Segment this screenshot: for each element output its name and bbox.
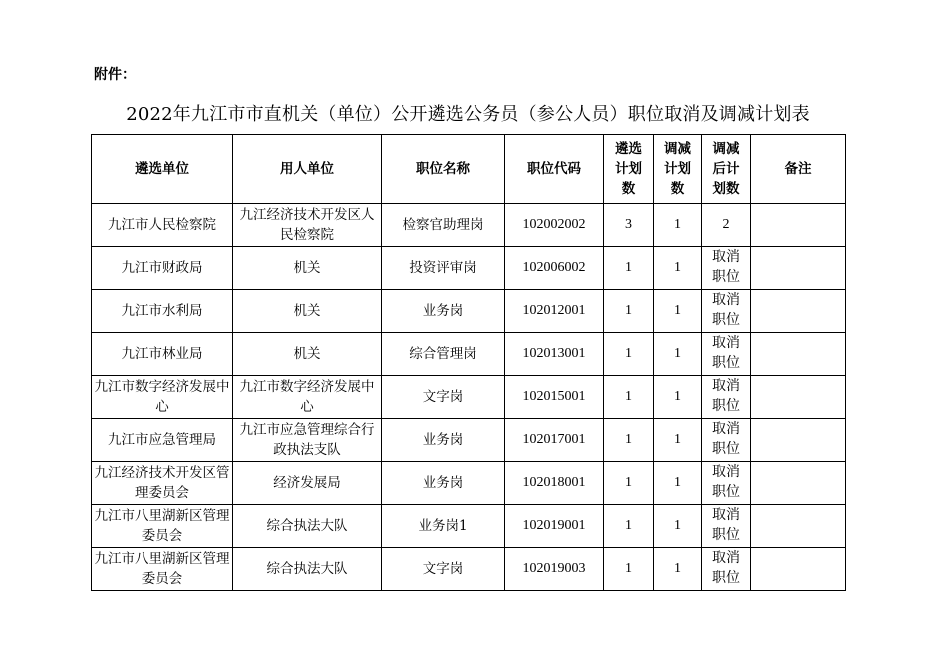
cell-position-name: 检察官助理岗 — [382, 204, 505, 247]
cell-employ-unit: 九江市数字经济发展中心 — [233, 376, 382, 419]
cell-after-text: 取消职位 — [712, 293, 740, 328]
cell-employ-unit: 综合执法大队 — [233, 505, 382, 548]
header-row — [92, 135, 846, 204]
cell-after-text: 取消职位 — [712, 508, 740, 543]
cell-select-unit: 九江市林业局 — [92, 333, 233, 376]
cell-after — [702, 462, 751, 505]
table-row — [92, 290, 846, 333]
cell-position-code: 102006002 — [505, 247, 604, 290]
cell-reduce: 1 — [654, 548, 702, 591]
header-position-code: 职位代码 — [505, 135, 604, 204]
cell-select-unit: 九江市八里湖新区管理委员会 — [92, 548, 233, 591]
cell-reduce: 1 — [654, 333, 702, 376]
attachment-label: 附件： — [94, 67, 136, 83]
cell-after — [702, 204, 751, 247]
table-row — [92, 247, 846, 290]
cell-after — [702, 548, 751, 591]
header-reduce-plan-text: 调减计划数 — [664, 141, 691, 197]
cell-after — [702, 505, 751, 548]
cell-reduce: 1 — [654, 247, 702, 290]
cell-employ-unit: 九江市应急管理综合行政执法支队 — [233, 419, 382, 462]
cell-position-code: 102002002 — [505, 204, 604, 247]
header-select-unit: 遴选单位 — [92, 135, 233, 204]
header-plan-count — [604, 135, 654, 204]
cell-remarks — [751, 333, 846, 376]
cell-plan-count: 1 — [604, 247, 654, 290]
header-employ-unit: 用人单位 — [233, 135, 382, 204]
cell-position-code: 102019001 — [505, 505, 604, 548]
cell-after-text: 取消职位 — [712, 465, 740, 500]
cell-after — [702, 376, 751, 419]
cell-plan-count: 1 — [604, 548, 654, 591]
cell-after — [702, 290, 751, 333]
header-after-count — [702, 135, 751, 204]
cell-position-code: 102018001 — [505, 462, 604, 505]
cell-select-unit: 九江市数字经济发展中心 — [92, 376, 233, 419]
table-row — [92, 333, 846, 376]
table-row — [92, 548, 846, 591]
cell-remarks — [751, 548, 846, 591]
cell-after — [702, 247, 751, 290]
cell-employ-unit: 九江经济技术开发区人民检察院 — [233, 204, 382, 247]
cell-remarks — [751, 376, 846, 419]
header-after-count-text: 调减后计划数 — [712, 141, 740, 197]
cell-position-code: 102012001 — [505, 290, 604, 333]
header-position-name: 职位名称 — [382, 135, 505, 204]
cell-select-unit: 九江市人民检察院 — [92, 204, 233, 247]
header-plan-count-text: 遴选计划数 — [615, 141, 642, 197]
cell-plan-count: 1 — [604, 290, 654, 333]
cell-employ-unit: 综合执法大队 — [233, 548, 382, 591]
cell-select-unit: 九江经济技术开发区管理委员会 — [92, 462, 233, 505]
cell-select-unit: 九江市八里湖新区管理委员会 — [92, 505, 233, 548]
cell-position-code: 102013001 — [505, 333, 604, 376]
cell-position-name: 文字岗 — [382, 376, 505, 419]
table-row — [92, 376, 846, 419]
cell-after-text: 取消职位 — [712, 250, 740, 285]
plan-table-body — [92, 204, 846, 591]
cell-select-unit: 九江市应急管理局 — [92, 419, 233, 462]
cell-reduce: 1 — [654, 462, 702, 505]
cell-remarks — [751, 204, 846, 247]
cell-after — [702, 419, 751, 462]
cell-remarks — [751, 462, 846, 505]
cell-position-name: 业务岗1 — [382, 505, 505, 548]
cell-select-unit: 九江市财政局 — [92, 247, 233, 290]
cell-after-text: 取消职位 — [712, 422, 740, 457]
cell-reduce: 1 — [654, 290, 702, 333]
table-row — [92, 419, 846, 462]
cell-reduce: 1 — [654, 204, 702, 247]
cell-position-code: 102017001 — [505, 419, 604, 462]
cell-plan-count: 1 — [604, 376, 654, 419]
cell-employ-unit: 机关 — [233, 247, 382, 290]
cell-position-name: 业务岗 — [382, 462, 505, 505]
cell-after-text: 取消职位 — [712, 379, 740, 414]
plan-table — [91, 134, 846, 591]
cell-position-name: 综合管理岗 — [382, 333, 505, 376]
cell-employ-unit: 机关 — [233, 290, 382, 333]
cell-employ-unit: 经济发展局 — [233, 462, 382, 505]
cell-reduce: 1 — [654, 505, 702, 548]
cell-select-unit: 九江市水利局 — [92, 290, 233, 333]
cell-after-text: 取消职位 — [712, 551, 740, 586]
header-remarks: 备注 — [751, 135, 846, 204]
page-title: 2022年九江市市直机关（单位）公开遴选公务员（参公人员）职位取消及调减计划表 — [126, 104, 810, 125]
table-row — [92, 505, 846, 548]
cell-remarks — [751, 505, 846, 548]
cell-after-text: 取消职位 — [712, 336, 740, 371]
header-reduce-plan — [654, 135, 702, 204]
cell-remarks — [751, 419, 846, 462]
cell-after-text: 2 — [722, 217, 730, 232]
cell-position-name: 业务岗 — [382, 290, 505, 333]
cell-plan-count: 1 — [604, 462, 654, 505]
cell-after — [702, 333, 751, 376]
cell-reduce: 1 — [654, 376, 702, 419]
cell-position-name: 文字岗 — [382, 548, 505, 591]
cell-position-name: 投资评审岗 — [382, 247, 505, 290]
cell-reduce: 1 — [654, 419, 702, 462]
table-row — [92, 204, 846, 247]
cell-plan-count: 1 — [604, 505, 654, 548]
table-row — [92, 462, 846, 505]
cell-remarks — [751, 247, 846, 290]
cell-remarks — [751, 290, 846, 333]
cell-position-name: 业务岗 — [382, 419, 505, 462]
cell-employ-unit: 机关 — [233, 333, 382, 376]
cell-position-code: 102019003 — [505, 548, 604, 591]
cell-plan-count: 1 — [604, 333, 654, 376]
cell-plan-count: 1 — [604, 419, 654, 462]
cell-plan-count: 3 — [604, 204, 654, 247]
cell-position-code: 102015001 — [505, 376, 604, 419]
